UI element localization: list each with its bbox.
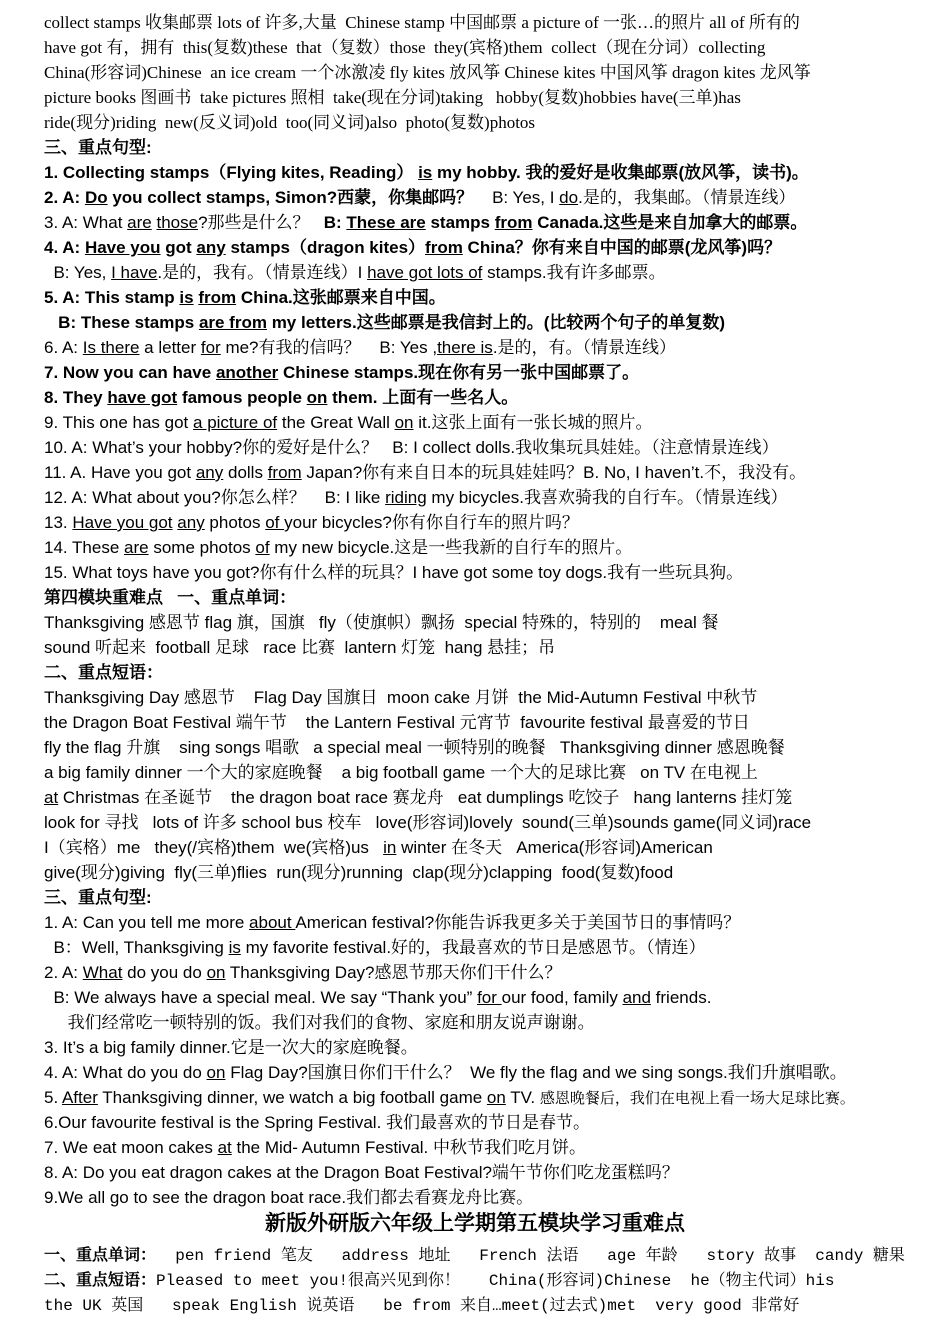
text-segment: picture books 图画书 take pictures 照相 take(现在分词)taking hobby(复数)hobbies have(三单)has	[44, 88, 741, 107]
text-segment: American festival?你能告诉我更多关于美国节日的事情吗？	[295, 913, 741, 932]
text-segment: at	[44, 788, 59, 807]
text-segment: 4. A: What do you do	[44, 1063, 207, 1082]
text-segment: ?那些是什么？	[198, 213, 324, 232]
text-segment: 9.We all go to see the dragon boat race.我们都去看赛龙舟比赛。	[44, 1188, 534, 1207]
text-line	[44, 37, 765, 59]
text-line	[44, 712, 750, 734]
text-line	[44, 312, 725, 334]
text-segment: for	[477, 988, 502, 1007]
text-segment: B：Well, Thanksgiving	[44, 938, 229, 957]
text-line	[44, 1112, 590, 1134]
text-segment: 1. Collecting stamps（Flying kites, Reading）	[44, 163, 419, 182]
text-segment: is	[418, 163, 433, 182]
text-segment: 8. A: Do you eat dragon cakes at the Dragon Boat Festival?端午节你们吃龙蛋糕吗？	[44, 1163, 679, 1182]
text-segment: 9. This one has got	[44, 413, 194, 432]
text-segment: from	[425, 238, 463, 257]
text-line	[44, 987, 711, 1009]
text-segment: the Mid- Autumn Festival. 中秋节我们吃月饼。	[231, 1138, 586, 1157]
text-segment: 我们经常吃一顿特别的饭。我们对我们的食物、家庭和朋友说声谢谢。	[44, 1013, 595, 1032]
text-line	[44, 1295, 799, 1317]
text-segment: 3. It’s a big family dinner.它是一次大的家庭晚餐。	[44, 1038, 418, 1057]
text-segment: any	[177, 513, 205, 532]
text-segment: Thanksgiving 感恩节 flag 旗，国旗 fly（使旗帜）飘扬 special 特殊的，特别的 meal 餐	[44, 613, 719, 632]
text-segment: fly the flag 升旗 sing songs 唱歌 a special meal 一顿特别的晚餐 Thanksgiving dinner 感恩晚餐	[44, 738, 785, 757]
text-segment: your bicycles?你有你自行车的照片吗？	[284, 513, 579, 532]
text-segment: Flag Day?国旗日你们干什么？ We fly the flag and we sing songs.我们升旗唱歌。	[225, 1063, 847, 1082]
text-line	[44, 1037, 418, 1059]
text-segment: Pleased to meet you!很高兴见到你！ China(形容词)Chinese he（物主代词）his	[156, 1272, 835, 1290]
text-segment: about	[249, 913, 296, 932]
text-segment: another	[215, 363, 279, 382]
text-line	[44, 237, 781, 259]
text-segment: 三、重点句型:	[44, 138, 152, 157]
text-line	[44, 387, 518, 409]
text-segment: have got 有，拥有 this(复数)these that（复数）those they(宾格)them collect（现在分词）collecting	[44, 38, 766, 57]
text-segment: from	[267, 463, 302, 482]
text-segment: 感恩晚餐后，我们在电视上看一场大足球比赛。	[539, 1090, 855, 1107]
text-line	[44, 1062, 847, 1084]
text-segment: 5.	[44, 1088, 62, 1107]
text-segment: Thanksgiving Day?感恩节那天你们干什么？	[225, 963, 562, 982]
text-segment: 3. A: What	[44, 213, 128, 232]
text-segment: our food, family	[501, 988, 623, 1007]
text-line	[44, 887, 152, 909]
text-line	[44, 212, 807, 234]
text-segment: the Dragon Boat Festival 端午节 the Lantern Festival 元宵节 favourite festival 最喜爱的节日	[44, 713, 750, 732]
text-line	[44, 137, 152, 159]
text-segment: Have you	[84, 238, 161, 257]
text-line	[44, 1270, 835, 1292]
text-segment: Japan?你有来自日本的玩具娃娃吗？B. No, I haven’t.不，我没有。	[301, 463, 807, 482]
text-segment: my favorite festival.好的，我最喜欢的节日是感恩节。（情连）	[240, 938, 706, 957]
text-segment: photos	[204, 513, 266, 532]
text-line	[44, 462, 806, 484]
text-segment: the Great Wall	[277, 413, 395, 432]
text-segment: B: These stamps	[44, 313, 199, 332]
text-line	[44, 912, 740, 934]
text-segment: I（宾格）me they(/宾格)them we(宾格)us	[44, 838, 384, 857]
text-segment: China(形容词)Chinese an ice cream 一个冰激凌 fly kites 放风筝 Chinese kites 中国风筝 dragon kites 龙风筝	[44, 63, 811, 82]
text-segment: 5. A: This stamp	[44, 288, 180, 307]
text-segment: 三、重点句型:	[44, 888, 152, 907]
text-segment: famous people	[177, 388, 307, 407]
text-segment: dolls	[223, 463, 268, 482]
text-segment: 8. They	[44, 388, 108, 407]
text-segment: 4. A:	[44, 238, 85, 257]
text-segment: of	[255, 538, 270, 557]
text-segment: from	[198, 288, 237, 307]
text-segment: do you do	[122, 963, 207, 982]
text-line	[44, 537, 632, 559]
text-segment: any	[195, 463, 224, 482]
text-segment: B:	[323, 213, 347, 232]
text-segment: some photos	[148, 538, 256, 557]
text-segment: there is	[437, 338, 493, 357]
text-segment: you collect stamps, Simon?西蒙，你集邮吗？	[107, 188, 474, 207]
text-segment: my letters.这些邮票是我信封上的。(比较两个句子的单复数)	[266, 313, 726, 332]
text-segment: 7. Now you can have	[44, 363, 216, 382]
text-segment: it.这张上面有一张长城的照片。	[413, 413, 653, 432]
text-segment: collect stamps 收集邮票 lots of 许多,大量 Chinese stamp 中国邮票 a picture of 一张…的照片 all of 所有的	[44, 13, 800, 32]
text-segment: What	[82, 963, 123, 982]
text-segment: those	[156, 213, 199, 232]
text-line	[44, 812, 811, 834]
text-segment: 6. A:	[44, 338, 83, 357]
text-segment: on	[486, 1088, 506, 1107]
text-segment: stamps	[425, 213, 495, 232]
text-segment: Chinese stamps.现在你有另一张中国邮票了。	[278, 363, 640, 382]
text-segment: China？你有来自中国的邮票(龙风筝)吗？	[462, 238, 782, 257]
text-line	[44, 1245, 905, 1267]
text-segment: for	[200, 338, 221, 357]
text-segment: Is there	[82, 338, 140, 357]
text-line	[44, 937, 706, 959]
text-segment: 13.	[44, 513, 73, 532]
text-segment: B: We always have a special meal. We say “Thank you”	[44, 988, 478, 1007]
text-line	[44, 612, 718, 634]
text-segment: them. 上面有一些名人。	[327, 388, 519, 407]
text-line	[44, 262, 666, 284]
text-line	[44, 337, 676, 359]
text-segment: pen friend 笔友 address 地址 French 法语 age 年龄 story 故事 candy 糖果	[156, 1247, 905, 1265]
text-line	[44, 962, 561, 984]
text-segment: 二、重点短语：	[44, 663, 163, 682]
text-segment: at	[217, 1138, 232, 1157]
text-segment: of	[265, 513, 285, 532]
text-segment: from	[494, 213, 533, 232]
text-line	[44, 787, 792, 809]
text-segment: .是的，我有。（情景连线）I	[157, 263, 368, 282]
text-segment: stamps.我有许多邮票。	[482, 263, 666, 282]
text-segment: is	[228, 938, 241, 957]
text-line	[44, 837, 713, 859]
text-segment: I have	[111, 263, 158, 282]
text-line	[44, 437, 779, 459]
text-line	[44, 1187, 533, 1209]
text-segment: .是的，我集邮。（情景连线）	[578, 188, 796, 207]
text-line	[44, 287, 446, 309]
text-segment: Thanksgiving dinner, we watch a big football game	[97, 1088, 487, 1107]
text-segment: any	[196, 238, 226, 257]
text-segment: 新版外研版六年级上学期第五模块学习重难点	[265, 1211, 685, 1235]
text-segment: 11. A. Have you got	[44, 463, 196, 482]
text-segment: ride(现分)riding new(反义词)old too(同义词)also photo(复数)photos	[44, 113, 536, 132]
text-segment: winter 在冬天 America(形容词)American	[396, 838, 713, 857]
text-line	[44, 862, 673, 884]
text-segment: are	[124, 538, 149, 557]
text-line	[44, 112, 535, 134]
text-segment: Christmas 在圣诞节 the dragon boat race 赛龙舟 eat dumplings 吃饺子 hang lanterns 挂灯笼	[58, 788, 793, 807]
text-line	[44, 87, 741, 109]
text-segment: on	[206, 1063, 226, 1082]
text-segment: give(现分)giving fly(三单)flies run(现分)running clap(现分)clapping food(复数)food	[44, 863, 674, 882]
text-line	[44, 512, 579, 534]
text-segment: .是的，有。（情景连线）	[492, 338, 677, 357]
text-line	[44, 362, 639, 384]
text-segment: B: Yes, I	[473, 188, 560, 207]
text-segment: look for 寻找 lots of 许多 school bus 校车 love(形容词)lovely sound(三单)sounds game(同义词)race	[44, 813, 812, 832]
text-segment: and	[622, 988, 651, 1007]
text-segment: are	[127, 213, 152, 232]
text-line	[44, 162, 809, 184]
text-segment: Thanksgiving Day 感恩节 Flag Day 国旗日 moon cake 月饼 the Mid-Autumn Festival 中秋节	[44, 688, 758, 707]
text-line	[44, 587, 296, 609]
text-line	[44, 687, 757, 709]
text-line	[44, 737, 785, 759]
text-segment: the UK 英国 speak English 说英语 be from 来自…meet(过去式)met very good 非常好	[44, 1297, 800, 1315]
text-segment: TV.	[505, 1088, 540, 1107]
text-segment: B: Yes,	[44, 263, 112, 282]
text-segment: 12. A: What about you?你怎么样？ B: I like	[44, 488, 386, 507]
text-segment: 14. These	[44, 538, 125, 557]
text-segment: my new bicycle.这是一些我新的自行车的照片。	[269, 538, 633, 557]
text-line	[44, 562, 743, 584]
text-segment: stamps（dragon kites）	[225, 238, 426, 257]
text-segment: 10. A: What’s your hobby?你的爱好是什么？ B: I collect dolls.我收集玩具娃娃。（注意情景连线）	[44, 438, 779, 457]
text-segment: on	[394, 413, 414, 432]
text-segment: 一、重点单词：	[44, 1247, 157, 1265]
text-segment: are from	[198, 313, 267, 332]
section-title	[0, 1212, 950, 1234]
text-segment: is	[179, 288, 194, 307]
text-line	[44, 762, 758, 784]
text-segment: 2. A:	[44, 963, 83, 982]
text-segment: my hobby. 我的爱好是收集邮票(放风筝，读书)。	[432, 163, 809, 182]
text-line	[44, 637, 555, 659]
text-segment: 2. A:	[44, 188, 85, 207]
text-line	[44, 1087, 855, 1110]
text-segment: 1. A: Can you tell me more	[44, 913, 250, 932]
text-segment: Do	[84, 188, 108, 207]
text-segment: 6.Our favourite festival is the Spring Festival. 我们最喜欢的节日是春节。	[44, 1113, 591, 1132]
text-segment: a big family dinner 一个大的家庭晚餐 a big football game 一个大的足球比赛 on TV 在电视上	[44, 763, 758, 782]
text-segment: on	[306, 388, 328, 407]
text-segment: After	[61, 1088, 98, 1107]
text-segment: Canada.这些是来自加拿大的邮票。	[532, 213, 808, 232]
text-segment: got	[160, 238, 197, 257]
text-line	[44, 12, 800, 34]
text-segment: friends.	[650, 988, 712, 1007]
text-segment: sound 听起来 football 足球 race 比赛 lantern 灯笼 hang 悬挂；吊	[44, 638, 556, 657]
text-line	[44, 62, 811, 84]
text-line	[44, 487, 787, 509]
text-segment: me?有我的信吗？ B: Yes ,	[220, 338, 438, 357]
text-line	[44, 662, 163, 684]
text-segment: a picture of	[193, 413, 278, 432]
text-segment: China.这张邮票来自中国。	[236, 288, 446, 307]
text-segment: have got lots of	[367, 263, 483, 282]
text-segment: riding	[385, 488, 427, 507]
text-segment: These are	[346, 213, 426, 232]
text-line	[44, 412, 652, 434]
text-segment: 二、重点短语：	[44, 1272, 157, 1290]
text-segment: 7. We eat moon cakes	[44, 1138, 218, 1157]
text-segment: have got	[107, 388, 178, 407]
text-segment: 15. What toys have you got?你有什么样的玩具？I have got some toy dogs.我有一些玩具狗。	[44, 563, 744, 582]
text-segment: in	[383, 838, 397, 857]
text-segment: Have you got	[72, 513, 173, 532]
text-segment: 第四模块重难点 一、重点单词：	[44, 588, 297, 607]
text-line	[44, 1137, 586, 1159]
text-line	[44, 1012, 595, 1034]
text-segment: my bicycles.我喜欢骑我的自行车。（情景连线）	[426, 488, 788, 507]
text-segment: on	[206, 963, 226, 982]
text-segment: do	[559, 188, 579, 207]
text-line	[44, 187, 795, 209]
text-line	[44, 1162, 679, 1184]
text-segment: a letter	[139, 338, 201, 357]
